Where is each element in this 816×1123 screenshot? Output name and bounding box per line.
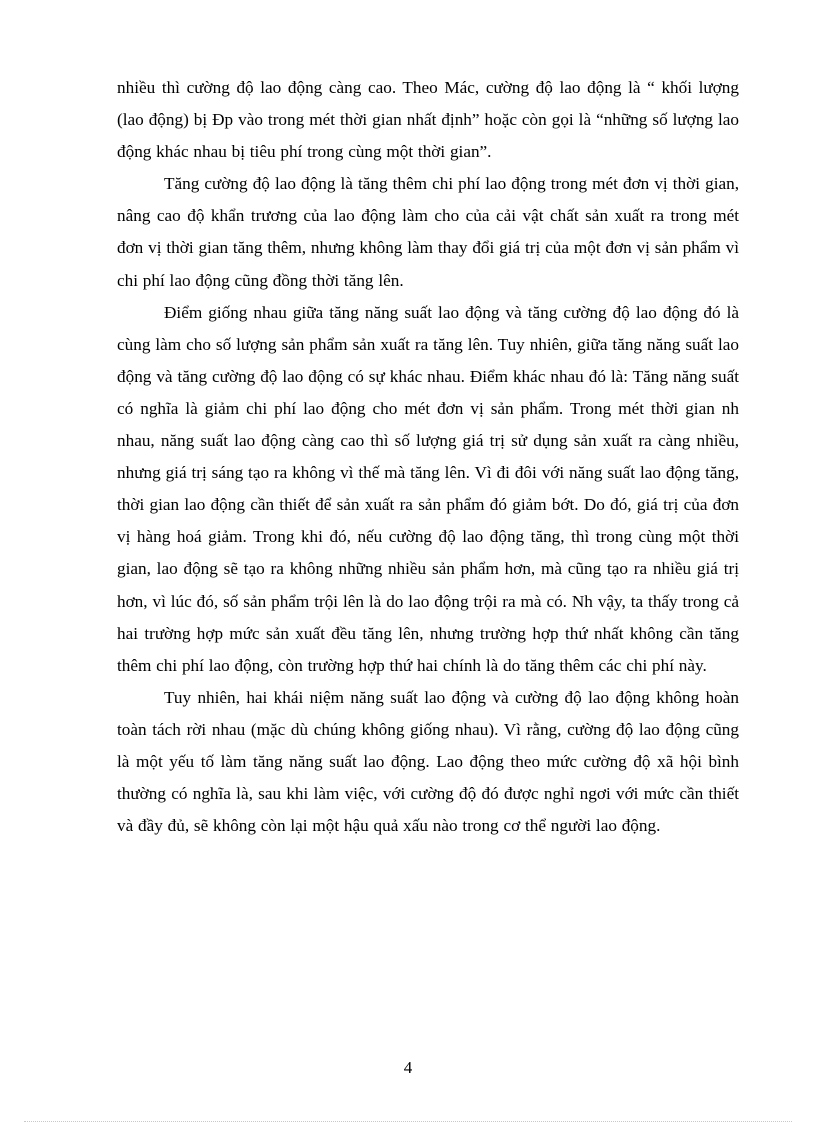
page-bottom-edge — [24, 1121, 792, 1122]
paragraph-similarities-differences: Điểm giống nhau giữa tăng năng suất lao động và tăng cường độ lao động đó là cùng làm cho số lượng sản phẩm sản xuất ra tăng lên. Tuy nhiên, giữa tăng năng suất lao động và tăng cường độ lao động có sự khác nhau. Điểm khác nhau đó là: Tăng năng suất có nghĩa là giảm chi phí lao động cho mét đơn vị sản phẩm. Trong mét thời gian nh nhau, năng suất lao động càng cao thì số lượng giá trị sử dụng sản xuất ra càng nhiều, nhưng giá trị sáng tạo ra không vì thế mà tăng lên. Vì đi đôi với năng suất lao động tăng, thời gian lao động cần thiết để sản xuất ra sản phẩm đó giảm bớt. Do đó, giá trị của đơn vị hàng hoá giảm. Trong khi đó, nếu cường độ lao động tăng, thì trong cùng một thời gian, lao động sẽ tạo ra không những nhiều sản phẩm hơn, mà cũng tạo ra nhiều giá trị hơn, vì lúc đó, số sản phẩm trội lên là do lao động trội ra mà có. Nh vậy, ta thấy trong cả hai trường hợp mức sản xuất đều tăng lên, nhưng trường hợp thứ nhất không cần tăng thêm chi phí lao động, còn trường hợp thứ hai chính là do tăng thêm các chi phí này. — [117, 302, 739, 675]
page-number: 4 — [403, 1058, 413, 1077]
paragraph-labor-intensity: Tăng cường độ lao động là tăng thêm chi phí lao động trong mét đơn vị thời gian, nâng cao độ khẩn trương của lao động làm cho của cải vật chất sản xuất ra trong mét đơn vị thời gian tăng thêm, nhưng không làm thay đổi giá trị của một đơn vị sản phẩm vì chi phí lao động cũng đồng thời tăng lên. — [117, 174, 739, 290]
paragraph-relationship: Tuy nhiên, hai khái niệm năng suất lao động và cường độ lao động không hoàn toàn tách rời nhau (mặc dù chúng không giống nhau). Vì rằng, cường độ lao động cũng là một yếu tố làm tăng năng suất lao động. Lao động theo mức cường độ xã hội bình thường có nghĩa là, sau khi làm việc, với cường độ đó được nghỉ ngơi với mức cần thiết và đầy đủ, sẽ không còn lại một hậu quả xấu nào trong cơ thể người lao động. — [117, 687, 739, 836]
paragraph-continuation: nhiều thì cường độ lao động càng cao. Theo Mác, cường độ lao động là “ khối lượng (lao động) bị Đp vào trong mét thời gian nhất định” hoặc còn gọi là “những số lượng lao động khác nhau bị tiêu phí trong cùng một thời gian”. — [117, 78, 739, 162]
body-text — [117, 72, 739, 842]
